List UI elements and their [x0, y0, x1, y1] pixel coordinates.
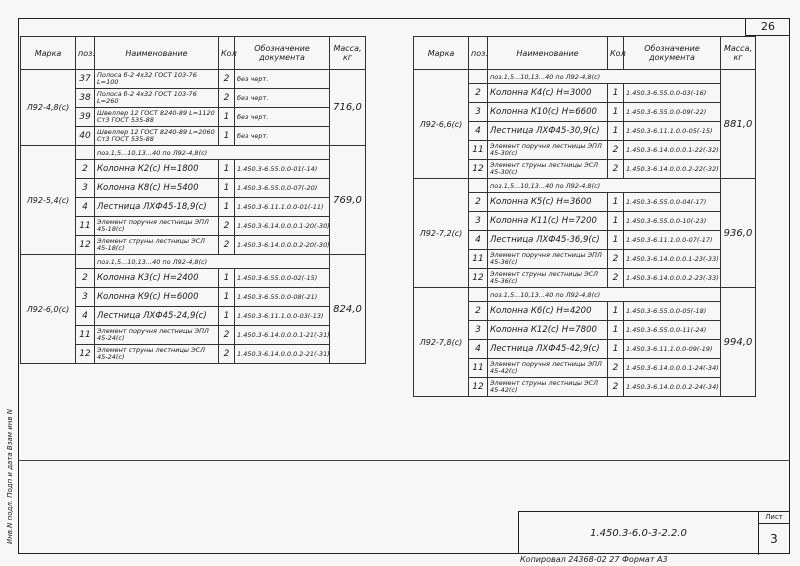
group-mass: 716,0 [330, 70, 366, 146]
row-qty: 1 [219, 127, 235, 146]
row-doc: 1.450.3-6.11.1.0.0-05(-15) [624, 122, 721, 141]
row-doc: 1.450.3-6.55.0.0-05(-18) [624, 302, 721, 321]
row-name: Элемент струны лестницы ЭСЛ 45-42(с) [488, 378, 608, 397]
group-note-row [414, 70, 756, 84]
group-note-row [21, 146, 366, 160]
row-qty: 2 [219, 70, 235, 89]
row-doc: 1.450.3-6.14.0.0.0.2-23(-33) [624, 269, 721, 288]
header-qty: Кол [219, 37, 235, 70]
row-doc: 1.450.3-6.11.1.0.0-01(-11) [235, 198, 330, 217]
row-doc: без черт. [235, 108, 330, 127]
row-doc: 1.450.3-6.14.0.0.0.2-20(-30) [235, 236, 330, 255]
row-doc: 1.450.3-6.14.0.0.0.1-20(-30) [235, 217, 330, 236]
header-qty: Кол [608, 37, 624, 70]
row-qty: 1 [219, 269, 235, 288]
group-mass: 881,0 [721, 70, 756, 179]
note-pos-empty [469, 288, 488, 302]
row-pos: 2 [469, 302, 488, 321]
row-name: Швеллер 12 ГОСТ 8240-89 L=1120 Ст3 ГОСТ 535-88 [95, 108, 219, 127]
side-stamp-strip [0, 350, 18, 555]
row-name: Колонна К5(с) Н=3600 [488, 193, 608, 212]
row-qty: 1 [219, 160, 235, 179]
row-qty: 2 [219, 345, 235, 364]
group-mark: Л92-4,8(с) [21, 70, 76, 146]
row-qty: 1 [219, 179, 235, 198]
row-qty: 2 [608, 378, 624, 397]
row-pos: 4 [469, 231, 488, 250]
row-qty: 2 [608, 269, 624, 288]
row-pos: 12 [469, 269, 488, 288]
group-mass: 824,0 [330, 255, 366, 364]
row-qty: 1 [608, 122, 624, 141]
header-mass: Масса, кг [721, 37, 756, 70]
row-qty: 1 [219, 108, 235, 127]
group-mark: Л92-6,0(с) [21, 255, 76, 364]
row-doc: 1.450.3-6.11.1.0.0-09(-19) [624, 340, 721, 359]
row-pos: 3 [469, 321, 488, 340]
row-name: Лестница ЛХФ45-42,9(с) [488, 340, 608, 359]
row-pos: 4 [469, 340, 488, 359]
group-mass: 936,0 [721, 179, 756, 288]
group-note: поз.1,5...10,13...40 по Л92-4,8(с) [95, 146, 330, 160]
row-pos: 2 [469, 84, 488, 103]
row-doc: 1.450.3-6.55.0.0-04(-17) [624, 193, 721, 212]
row-pos: 39 [76, 108, 95, 127]
row-pos: 3 [469, 212, 488, 231]
row-qty: 2 [219, 89, 235, 108]
row-pos: 11 [76, 326, 95, 345]
row-pos: 12 [469, 378, 488, 397]
row-qty: 1 [219, 307, 235, 326]
document-code: 1.450.3-6.0-3-2.2.0 [519, 512, 759, 555]
row-name: Колонна К12(с) Н=7800 [488, 321, 608, 340]
corner-sheet-number: 26 [745, 18, 790, 36]
row-qty: 2 [219, 236, 235, 255]
note-pos-empty [469, 70, 488, 84]
row-pos: 2 [76, 160, 95, 179]
row-doc: 1.450.3-6.14.0.0.0.2-24(-34) [624, 378, 721, 397]
row-qty: 1 [608, 321, 624, 340]
row-qty: 2 [219, 217, 235, 236]
row-qty: 1 [608, 84, 624, 103]
group-mark: Л92-5,4(с) [21, 146, 76, 255]
row-qty: 1 [608, 340, 624, 359]
row-doc: 1.450.3-6.55.0.0-03(-16) [624, 84, 721, 103]
row-pos: 11 [469, 141, 488, 160]
row-doc: 1.450.3-6.14.0.0.0.2-22(-32) [624, 160, 721, 179]
header-name: Наименование [95, 37, 219, 70]
right-spec-table [413, 36, 756, 397]
row-pos: 12 [469, 160, 488, 179]
title-block [518, 511, 790, 554]
row-name: Колонна К3(с) Н=2400 [95, 269, 219, 288]
row-qty: 1 [608, 193, 624, 212]
header-pos: поз. [76, 37, 95, 70]
row-qty: 1 [219, 198, 235, 217]
row-pos: 11 [469, 359, 488, 378]
header-pos: поз. [469, 37, 488, 70]
header-mark: Марка [21, 37, 76, 70]
table-header-row [414, 37, 756, 70]
row-qty: 1 [219, 288, 235, 307]
row-name: Колонна К10(с) Н=6600 [488, 103, 608, 122]
row-qty: 2 [219, 326, 235, 345]
row-name: Колонна К2(с) Н=1800 [95, 160, 219, 179]
table-row [21, 70, 366, 89]
row-doc: 1.450.3-6.14.0.0.0.1-23(-33) [624, 250, 721, 269]
row-doc: без черт. [235, 70, 330, 89]
row-name: Швеллер 12 ГОСТ 8240-89 L=2060 Ст3 ГОСТ 535-88 [95, 127, 219, 146]
row-doc: 1.450.3-6.14.0.0.0.1-22(-32) [624, 141, 721, 160]
header-name: Наименование [488, 37, 608, 70]
row-qty: 2 [608, 141, 624, 160]
row-name: Элемент струны лестницы ЭСЛ 45-18(с) [95, 236, 219, 255]
row-doc: 1.450.3-6.55.0.0-08(-21) [235, 288, 330, 307]
row-name: Элемент поручня лестницы ЭПЛ 45-30(с) [488, 141, 608, 160]
row-pos: 11 [76, 217, 95, 236]
row-name: Элемент струны лестницы ЭСЛ 45-36(с) [488, 269, 608, 288]
row-doc: 1.450.3-6.14.0.0.0.1-21(-31) [235, 326, 330, 345]
row-name: Лестница ЛХФ45-36,9(с) [488, 231, 608, 250]
row-pos: 2 [76, 269, 95, 288]
group-mark: Л92-6,6(с) [414, 70, 469, 179]
row-name: Лестница ЛХФ45-18,9(с) [95, 198, 219, 217]
group-note-row [414, 288, 756, 302]
row-qty: 1 [608, 103, 624, 122]
row-doc: без черт. [235, 89, 330, 108]
row-name: Колонна К8(с) Н=5400 [95, 179, 219, 198]
row-name: Полоса б-2 4x32 ГОСТ 103-76 L=260 [95, 89, 219, 108]
sheet-divider-line [18, 460, 790, 461]
row-name: Элемент поручня лестницы ЭПЛ 45-24(с) [95, 326, 219, 345]
table-header-row [21, 37, 366, 70]
sheet-label: Лист [758, 512, 790, 524]
row-name: Лестница ЛХФ45-24,9(с) [95, 307, 219, 326]
row-pos: 4 [469, 122, 488, 141]
row-pos: 3 [469, 103, 488, 122]
row-doc: 1.450.3-6.11.1.0.0-03(-13) [235, 307, 330, 326]
row-doc: 1.450.3-6.14.0.0.0.1-24(-34) [624, 359, 721, 378]
row-pos: 12 [76, 236, 95, 255]
row-pos: 4 [76, 307, 95, 326]
group-note: поз.1,5...10,13...40 по Л92-4,8(с) [95, 255, 330, 269]
header-mass: Масса, кг [330, 37, 366, 70]
row-name: Колонна К4(с) Н=3000 [488, 84, 608, 103]
row-name: Элемент поручня лестницы ЭПЛ 45-18(с) [95, 217, 219, 236]
left-spec-table [20, 36, 366, 364]
row-pos: 12 [76, 345, 95, 364]
header-mark: Марка [414, 37, 469, 70]
row-doc: 1.450.3-6.55.0.0-09(-22) [624, 103, 721, 122]
row-name: Полоса б-2 4x32 ГОСТ 103-76 L=100 [95, 70, 219, 89]
row-name: Элемент струны лестницы ЭСЛ 45-24(с) [95, 345, 219, 364]
row-doc: 1.450.3-6.55.0.0-07(-20) [235, 179, 330, 198]
row-name: Элемент поручня лестницы ЭПЛ 45-42(с) [488, 359, 608, 378]
group-note: поз.1,5...10,13...40 по Л92-4,8(с) [488, 288, 721, 302]
note-pos-empty [76, 255, 95, 269]
row-qty: 1 [608, 212, 624, 231]
row-pos: 3 [76, 179, 95, 198]
sheet-number: 3 [770, 532, 778, 546]
row-doc: 1.450.3-6.11.1.0.0-07(-17) [624, 231, 721, 250]
group-mass: 994,0 [721, 288, 756, 397]
row-doc: 1.450.3-6.55.0.0-10(-23) [624, 212, 721, 231]
header-doc: Обозначение документа [235, 37, 330, 70]
row-name: Элемент поручня лестницы ЭПЛ 45-36(с) [488, 250, 608, 269]
row-doc: 1.450.3-6.55.0.0-02(-15) [235, 269, 330, 288]
row-name: Элемент струны лестницы ЭСЛ 45-30(с) [488, 160, 608, 179]
group-note-row [21, 255, 366, 269]
group-mark: Л92-7,2(с) [414, 179, 469, 288]
row-qty: 1 [608, 302, 624, 321]
header-doc: Обозначение документа [624, 37, 721, 70]
row-doc: без черт. [235, 127, 330, 146]
row-name: Колонна К11(с) Н=7200 [488, 212, 608, 231]
row-qty: 2 [608, 250, 624, 269]
row-pos: 38 [76, 89, 95, 108]
group-mass: 769,0 [330, 146, 366, 255]
group-mark: Л92-7,8(с) [414, 288, 469, 397]
row-qty: 2 [608, 359, 624, 378]
group-note: поз.1,5...10,13...40 по Л92-4,8(с) [488, 70, 721, 84]
row-qty: 1 [608, 231, 624, 250]
row-doc: 1.450.3-6.14.0.0.0.2-21(-31) [235, 345, 330, 364]
row-name: Колонна К6(с) Н=4200 [488, 302, 608, 321]
group-note: поз.1,5...10,13...40 по Л92-4,8(с) [488, 179, 721, 193]
row-pos: 3 [76, 288, 95, 307]
row-pos: 40 [76, 127, 95, 146]
row-doc: 1.450.3-6.55.0.0-01(-14) [235, 160, 330, 179]
row-doc: 1.450.3-6.55.0.0-11(-24) [624, 321, 721, 340]
row-pos: 37 [76, 70, 95, 89]
row-pos: 4 [76, 198, 95, 217]
row-name: Лестница ЛХФ45-30,9(с) [488, 122, 608, 141]
row-pos: 11 [469, 250, 488, 269]
row-qty: 2 [608, 160, 624, 179]
note-pos-empty [469, 179, 488, 193]
row-name: Колонна К9(с) Н=6000 [95, 288, 219, 307]
row-pos: 2 [469, 193, 488, 212]
footer-copy-stamp: Копировал 24368-02 27 Формат А3 [520, 555, 668, 564]
group-note-row [414, 179, 756, 193]
side-stamp-text: Инв.N подл. Подп и дата Взам инв N [6, 409, 14, 544]
note-pos-empty [76, 146, 95, 160]
